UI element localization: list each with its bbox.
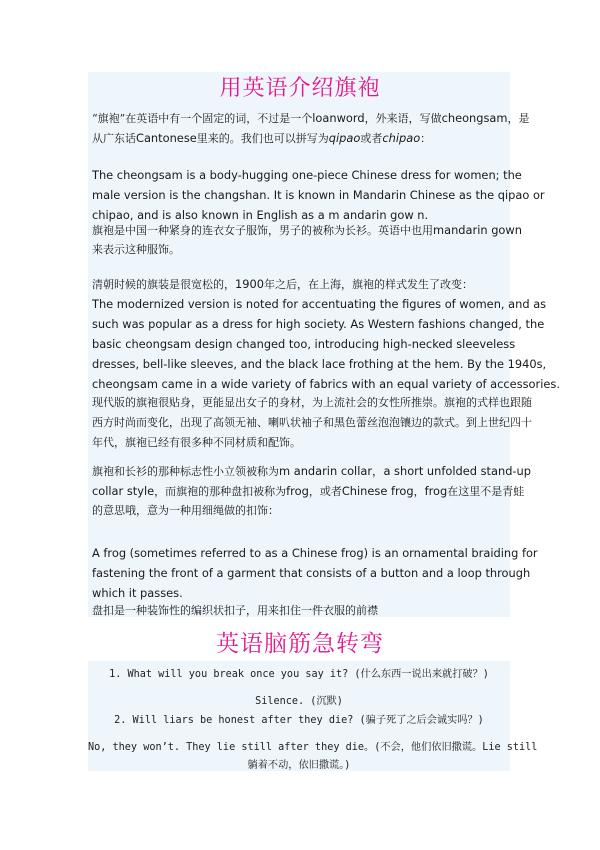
riddle-answer-2: No, they won’t. They lie still after they die。(不会，他们依旧撒谎。Lie still (88, 742, 538, 753)
text-segment: ， (413, 485, 425, 498)
text-line: 现代版的旗袍很贴身，更能显出女子的身材，为上流社会的女性所推崇。旗袍的式样也跟随 (92, 396, 532, 409)
text-segment: 在这里不是青蛙 (447, 485, 525, 498)
text-segment: “旗袍”在英语中有一个固定的词，不过是一个 (92, 112, 313, 125)
text-segment: qipao (328, 131, 361, 145)
text-segment: frog (286, 484, 309, 498)
english-paragraph-1 (92, 165, 545, 225)
text-line: fastening the front of a garment that consists of a button and a loop through (92, 566, 531, 580)
text-line: A frog (sometimes referred to as a Chinese frog) is an ornamental braiding for (92, 546, 538, 560)
text-segment: loanword (312, 111, 365, 125)
text-segment: collar style (92, 484, 155, 498)
text-line: 西方时尚而变化，出现了高领无袖、喇叭状袖子和黑色蕾丝泡泡镶边的款式。到上世纪四十 (92, 416, 532, 429)
text-line: such was popular as a dress for high society. As Western fashions changed, the (92, 317, 545, 331)
intro-paragraph-zh (92, 108, 530, 148)
text-line: which it passes. (92, 586, 183, 600)
text-segment: 年之后，在上海，旗袍的样式发生了改变： (264, 278, 473, 291)
chinese-paragraph-3 (92, 601, 512, 621)
text-segment: 从广东话 (92, 132, 136, 145)
text-segment: ，外来语，写做 (364, 112, 442, 125)
text-segment: chipao (382, 131, 421, 145)
riddle-question-2: 2. Will liars be honest after they die? (骗子死了之后会诚实吗？) (114, 715, 484, 726)
chinese-paragraph-1 (92, 220, 522, 260)
text-line: The modernized version is noted for accentuating the figures of women, and as (92, 297, 547, 311)
riddle-question-1: 1. What will you break once you say it? (什么东西一说出来就打破？) (109, 669, 489, 680)
text-segment: 清朝时候的旗装是很宽松的， (92, 278, 235, 291)
text-segment: ，或者 (308, 485, 342, 498)
collar-paragraph (92, 461, 531, 521)
english-paragraph-2 (92, 295, 560, 395)
text-segment: 旗袍和长衫的那种标志性小立领被称为 (92, 465, 279, 478)
text-line: 来表示这种服饰。 (92, 243, 180, 256)
text-line: The cheongsam is a body-hugging one-piece Chinese dress for women; the (92, 168, 522, 182)
text-segment: 里来的。我们也可以拼写为 (196, 132, 329, 145)
text-line: cheongsam came in a wide variety of fabrics with an equal variety of accessories. (92, 377, 560, 391)
text-segment: mandarin gown (433, 223, 522, 237)
text-line: dresses, bell-like sleeves, and the black lace frothing at the hem. By the 1940s, (92, 357, 547, 371)
text-segment: ，是 (507, 112, 530, 125)
text-line: 年代，旗袍已经有很多种不同材质和配饰。 (92, 436, 301, 449)
text-segment: frog (424, 484, 448, 498)
text-line: 盘扣是一种装饰性的编织状扣子，用来扣住一件衣服的前襟 (92, 604, 378, 617)
qing-dynasty-paragraph (92, 274, 512, 294)
text-segment: m andarin collar (279, 464, 373, 478)
riddles-title: 英语脑筋急转弯 (216, 631, 384, 657)
text-segment: 旗袍是中国一种紧身的连衣女子服饰，男子的被称为长衫。英语中也用 (92, 224, 433, 237)
article-title: 用英语介绍旗袍 (219, 76, 381, 101)
text-segment: 或者 (360, 132, 383, 145)
riddle-answer-2-cont: 躺着不动，依旧撒谎。) (247, 760, 351, 771)
text-line: basic cheongsam design changed too, introducing high-necked sleeveless (92, 337, 516, 351)
text-segment: ，a short unfolded stand-up (372, 464, 531, 478)
text-line: male version is the changshan. It is known in Mandarin Chinese as the qipao or (92, 188, 545, 202)
english-paragraph-3 (92, 543, 538, 603)
riddle-answer-1: Silence. (沉默) (255, 696, 343, 707)
text-segment: Cantonese (136, 131, 197, 145)
text-segment: Chinese frog (341, 484, 414, 498)
chinese-paragraph-2 (92, 393, 532, 453)
text-segment: 1900 (235, 277, 264, 291)
text-segment: cheongsam (441, 111, 508, 125)
text-line: chipao, and is also known in English as a m andarin gow n. (92, 208, 429, 222)
text-segment: ： (420, 132, 432, 145)
text-segment: ，而旗袍的那种盘扣被称为 (154, 485, 287, 498)
text-line: 的意思哦，意为一种用细绳做的扣饰： (92, 504, 279, 517)
